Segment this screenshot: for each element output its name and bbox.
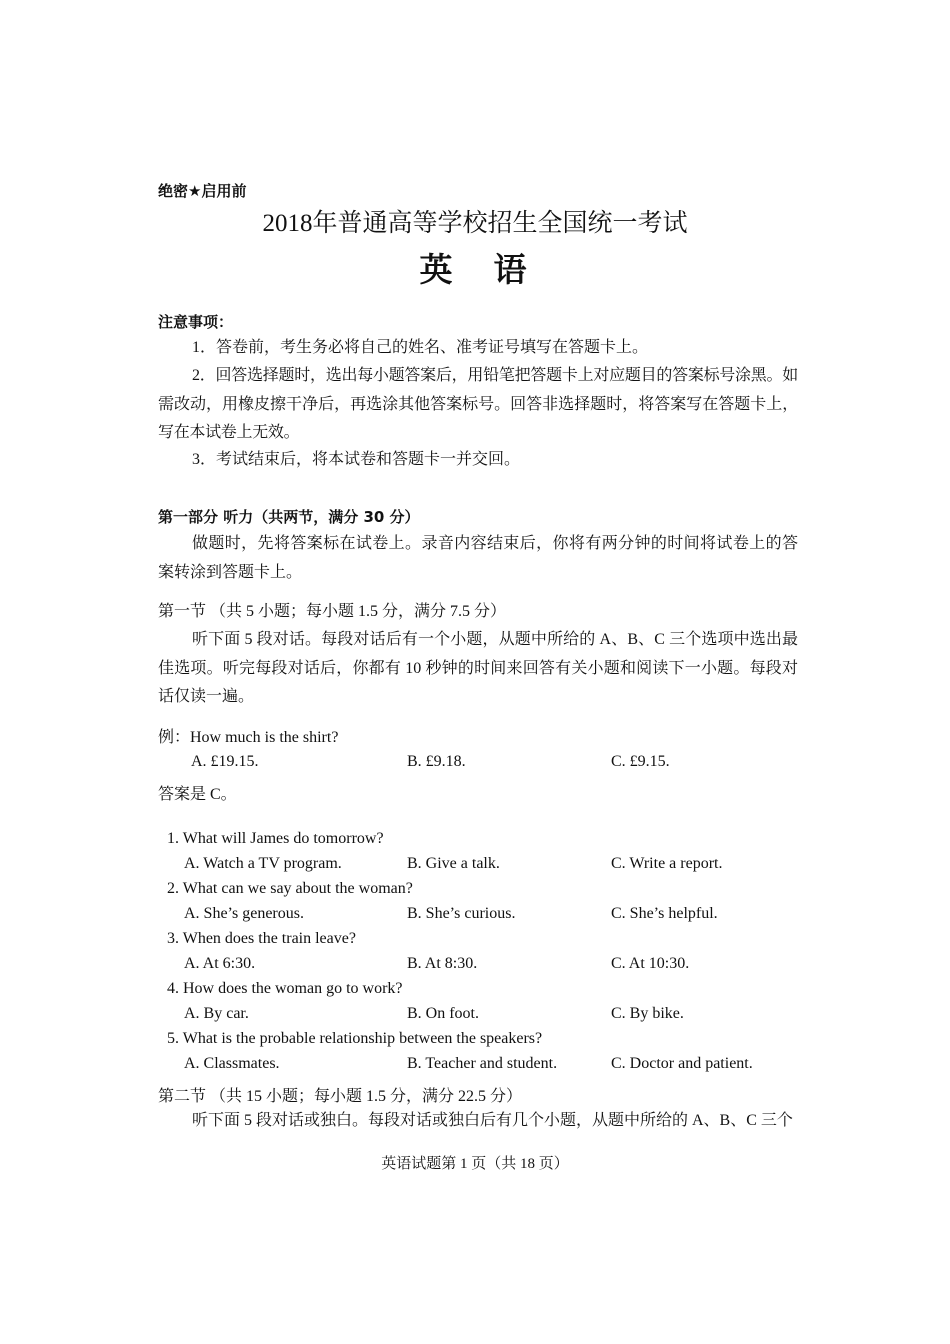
question-4-option-a: A. By car. bbox=[184, 1005, 249, 1022]
question-4-option-b: B. On foot. bbox=[407, 1005, 479, 1022]
example-option-c: C. £9.15. bbox=[611, 753, 670, 770]
question-1-option-c: C. Write a report. bbox=[611, 855, 723, 872]
question-3: 3. When does the train leave? bbox=[167, 930, 356, 947]
part1-heading: 第一部分 听力（共两节，满分 30 分） bbox=[158, 508, 420, 526]
part1-intro: 做题时，先将答案标在试卷上。录音内容结束后，你将有两分钟的时间将试卷上的答案转涂到答题卡上。 bbox=[158, 535, 798, 581]
question-5-option-c: C. Doctor and patient. bbox=[611, 1055, 753, 1072]
question-3-option-a: A. At 6:30. bbox=[184, 955, 256, 972]
section1-instructions: 听下面 5 段对话。每段对话后有一个小题，从题中所给的 A、B、C 三个选项中选出最佳选项。听完每段对话后，你都有 10 秒钟的时间来回答有关小题和阅读下一小题。每段对话仅读一遍。 bbox=[158, 631, 798, 705]
question-3-option-b: B. At 8:30. bbox=[407, 955, 478, 972]
notice-heading: 注意事项： bbox=[158, 313, 234, 331]
question-3-option-c: C. At 10:30. bbox=[611, 955, 690, 972]
question-2-option-a: A. She’s generous. bbox=[184, 905, 304, 922]
question-4: 4. How does the woman go to work? bbox=[167, 980, 403, 997]
question-2-option-b: B. She’s curious. bbox=[407, 905, 516, 922]
confidential-mark: 绝密★启用前 bbox=[158, 182, 247, 200]
question-4-option-c: C. By bike. bbox=[611, 1005, 684, 1022]
question-5: 5. What is the probable relationship between the speakers? bbox=[167, 1030, 543, 1047]
notice-item-3: 3．考试结束后，将本试卷和答题卡一并交回。 bbox=[192, 451, 521, 468]
question-5-option-a: A. Classmates. bbox=[184, 1055, 280, 1072]
question-1-option-a: A. Watch a TV program. bbox=[184, 855, 342, 872]
question-2-option-c: C. She’s helpful. bbox=[611, 905, 718, 922]
example-question: 例：How much is the shirt? bbox=[158, 729, 339, 746]
section2-heading: 第二节 （共 15 小题；每小题 1.5 分，满分 22.5 分） bbox=[158, 1088, 523, 1105]
notice-item-2: 2．回答选择题时，选出每小题答案后，用铅笔把答题卡上对应题目的答案标号涂黑。如需改动，用橡皮擦干净后，再选涂其他答案标号。回答非选择题时，将答案写在答题卡上，写在本试卷上无效。 bbox=[158, 367, 798, 441]
example-option-b: B. £9.18. bbox=[407, 753, 466, 770]
example-option-a: A. £19.15. bbox=[191, 753, 259, 770]
subject-title: 英 语 bbox=[419, 250, 531, 289]
question-1-option-b: B. Give a talk. bbox=[407, 855, 500, 872]
page-footer: 英语试题第 1 页（共 18 页） bbox=[381, 1156, 569, 1172]
question-5-option-b: B. Teacher and student. bbox=[407, 1055, 558, 1072]
question-2: 2. What can we say about the woman? bbox=[167, 880, 413, 897]
section2-instructions: 听下面 5 段对话或独白。每段对话或独白后有几个小题，从题中所给的 A、B、C 三个 bbox=[192, 1112, 793, 1129]
section1-heading: 第一节 （共 5 小题；每小题 1.5 分，满分 7.5 分） bbox=[158, 603, 507, 620]
question-1: 1. What will James do tomorrow? bbox=[167, 830, 384, 847]
notice-item-1: 1．答卷前，考生务必将自己的姓名、准考证号填写在答题卡上。 bbox=[192, 339, 649, 356]
exam-title: 2018年普通高等学校招生全国统一考试 bbox=[262, 210, 688, 237]
example-answer: 答案是 C。 bbox=[158, 786, 237, 803]
